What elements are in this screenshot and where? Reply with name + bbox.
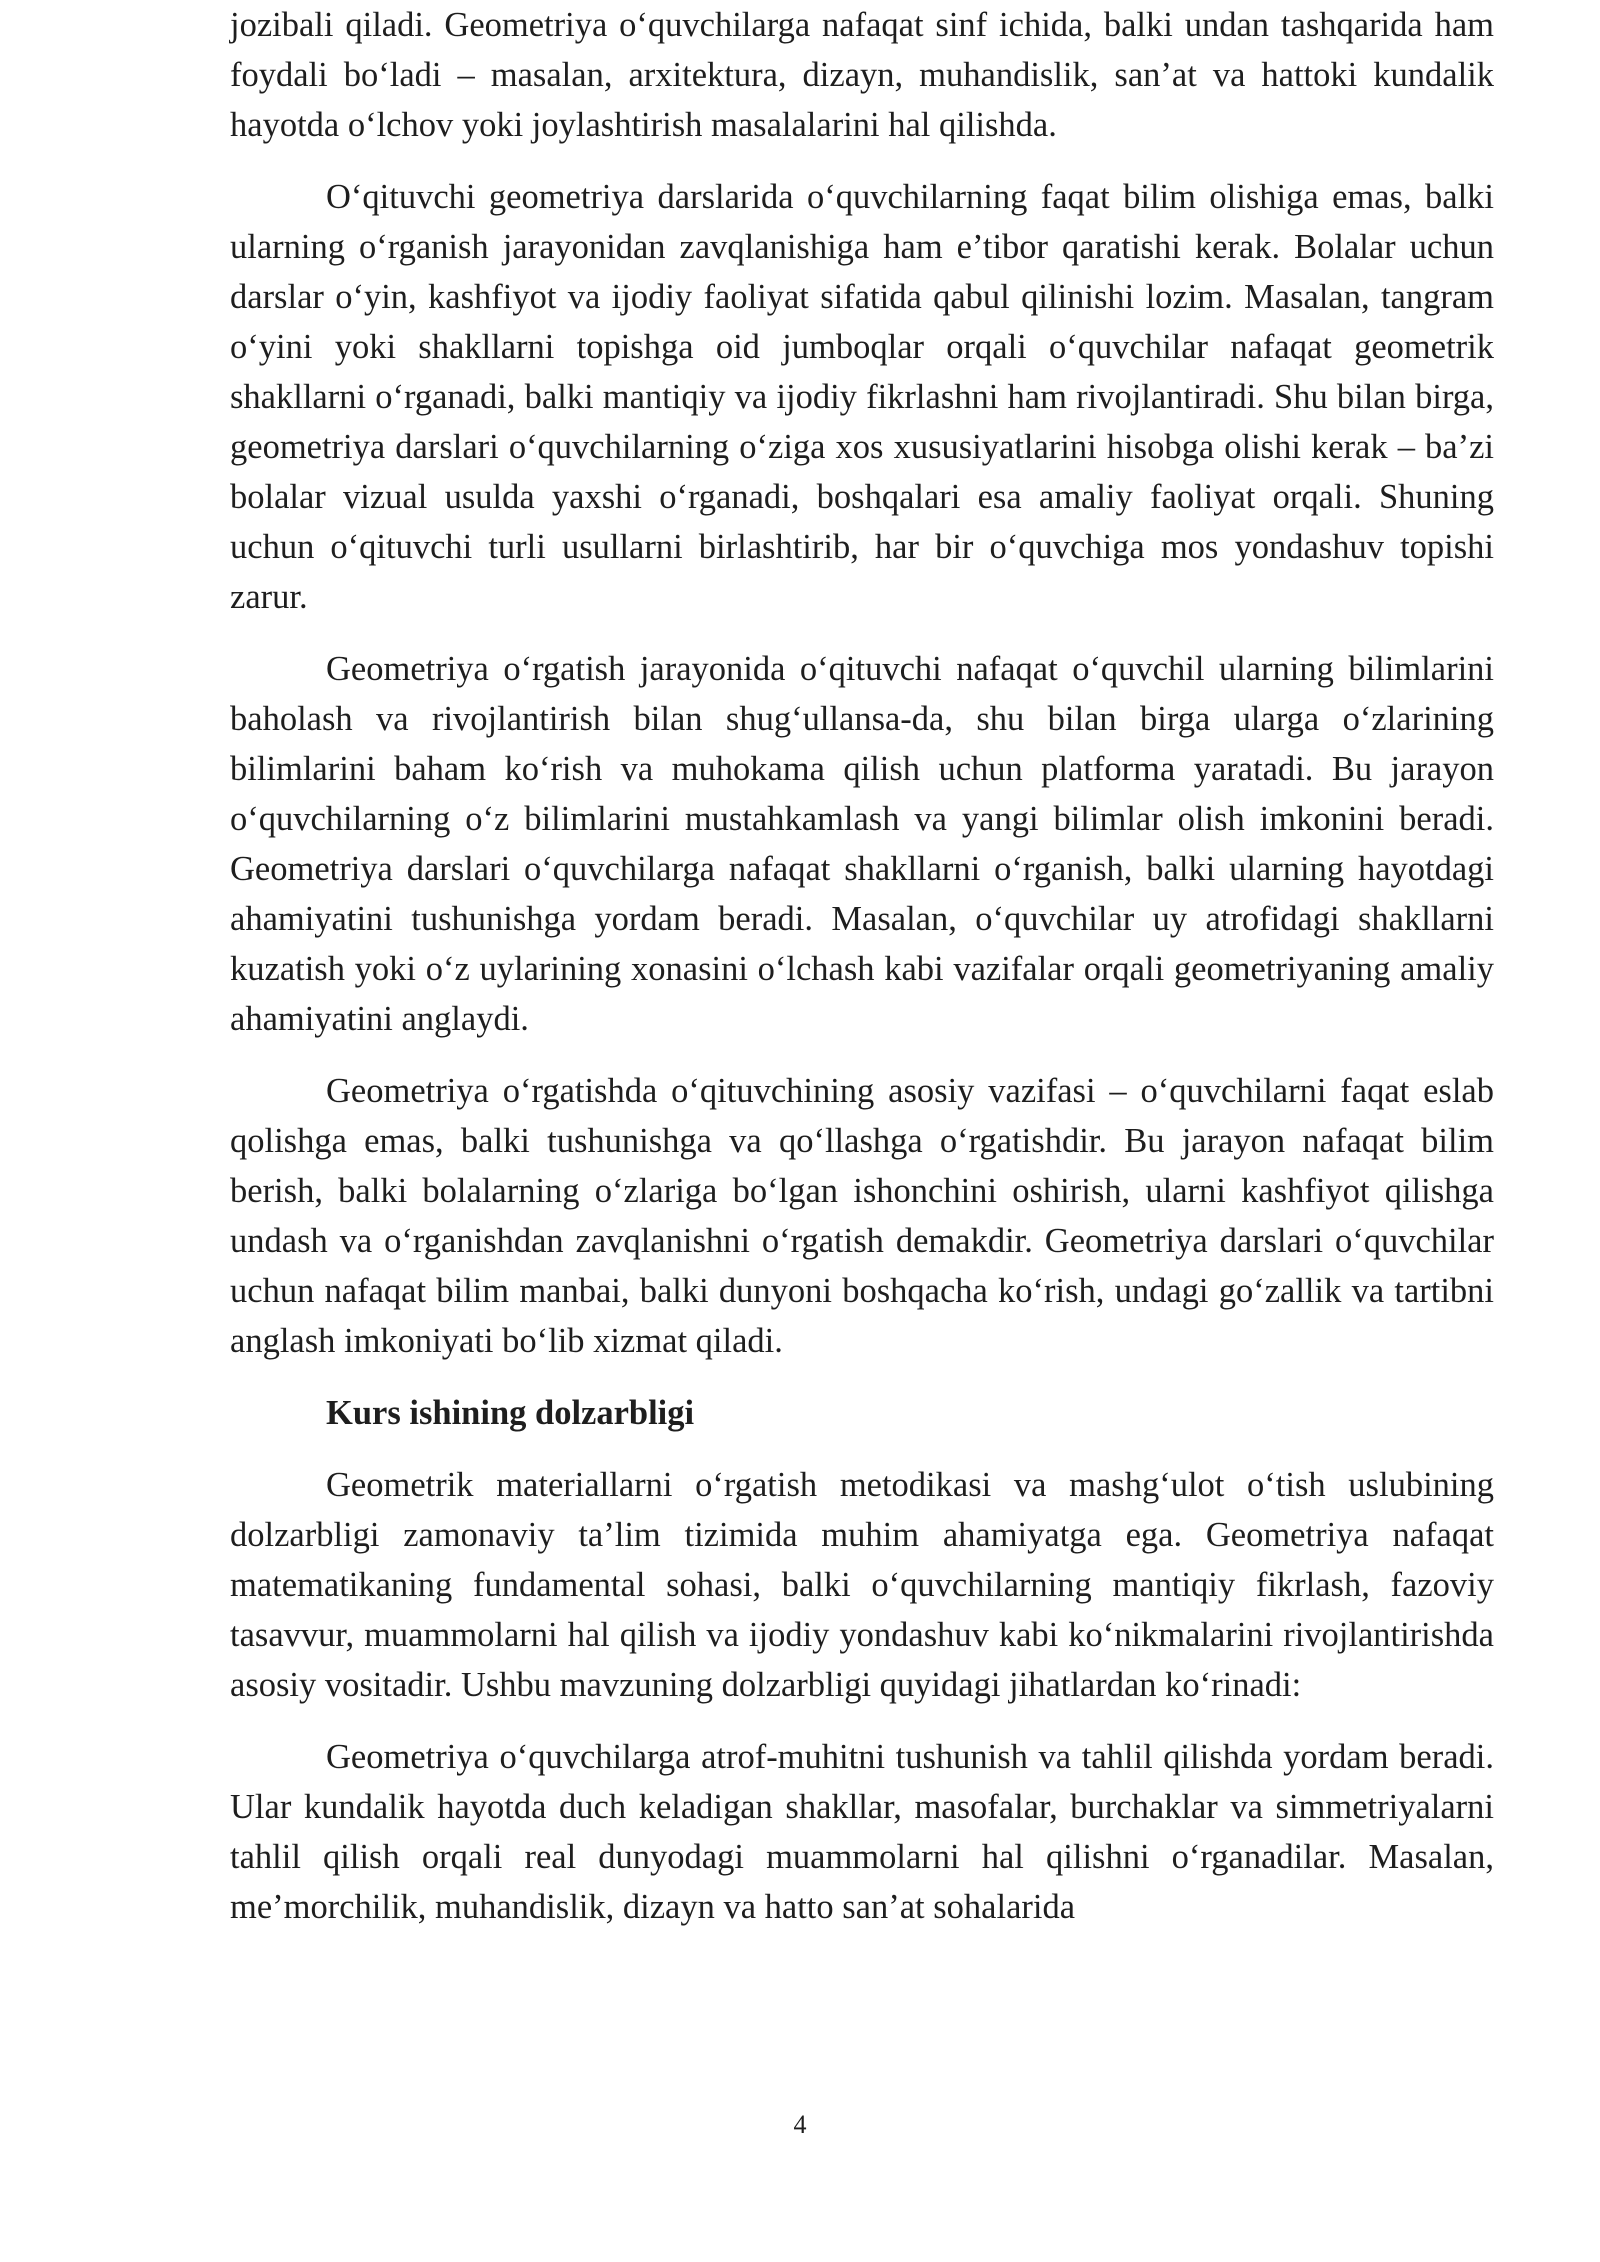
- section-heading: Kurs ishining dolzarbligi: [326, 1394, 695, 1432]
- page-number: 4: [793, 2110, 807, 2139]
- paragraph-continuation: jozibali qiladi. Geometriya o‘quvchilarga nafaqat sinf ichida, balki undan tashqarida ham foydali bo‘ladi – masalan, arxitektura, dizayn, muhandislik, san’at va hattoki kundalik hayotda o‘lchov yoki joylashtirish masalalarini hal qilishda.: [230, 6, 1494, 144]
- paragraph-main-task: Geometriya o‘rgatishda o‘qituvchining asosiy vazifasi – o‘quvchilarni faqat eslab qolishga emas, balki tushunishga va qo‘llashga o‘rgatishdir. Bu jarayon nafaqat bilim berish, balki bolalarning o‘zlariga bo‘lgan ishonchini oshirish, ularni kashfiyot qilishga undash va o‘rganishdan zavqlanishni o‘rgatish demakdir. Geometriya darslari o‘quvchilar uchun nafaqat bilim manbai, balki dunyoni boshqacha ko‘rish, undagi go‘zallik va tartibni anglash imkoniyati bo‘lib xizmat qiladi.: [230, 1072, 1494, 1360]
- paragraph-teaching-process: Geometriya o‘rgatish jarayonida o‘qituvchi nafaqat o‘quvchil ularning bilimlarini baholash va rivojlantirish bilan shug‘ullansa-da, shu bilan birga ularga o‘zlarining bilimlarini baham ko‘rish va muhokama qilish uchun platforma yaratadi. Bu jarayon o‘quvchilarning o‘z bilimlarini mustahkamlash va yangi bilimlar olish imkonini beradi. Geometriya darslari o‘quvchilarga nafaqat shakllarni o‘rganish, balki ularning hayotdagi ahamiyatini tushunishga yordam beradi. Masalan, o‘quvchilar uy atrofidagi shakllarni kuzatish yoki o‘z uylarining xonasini o‘lchash kabi vazifalar orqali geometriyaning amaliy ahamiyatini anglaydi.: [230, 650, 1494, 1038]
- paragraph-relevance: Geometrik materiallarni o‘rgatish metodikasi va mashg‘ulot o‘tish uslubining dolzarbligi zamonaviy ta’lim tizimida muhim ahamiyatga ega. Geometriya nafaqat matematikaning fundamental sohasi, balki o‘quvchilarning mantiqiy fikrlash, fazoviy tasavvur, muammolarni hal qilish va ijodiy yondashuv kabi ko‘nikmalarini rivojlantirishda asosiy vositadir. Ushbu mavzuning dolzarbligi quyidagi jihatlardan ko‘rinadi:: [230, 1466, 1494, 1704]
- document-page: [230, 0, 1494, 1954]
- paragraph-teacher-attention: O‘qituvchi geometriya darslarida o‘quvchilarning faqat bilim olishiga emas, balki ularning o‘rganish jarayonidan zavqlanishiga ham e’tibor qaratishi kerak. Bolalar uchun darslar o‘yin, kashfiyot va ijodiy faoliyat sifatida qabul qilinishi lozim. Masalan, tangram o‘yini yoki shakllarni topishga oid jumboqlar orqali o‘quvchilar nafaqat geometrik shakllarni o‘rganadi, balki mantiqiy va ijodiy fikrlashni ham rivojlantiradi. Shu bilan birga, geometriya darslari o‘quvchilarning o‘ziga xos xususiyatlarini hisobga olishi kerak – ba’zi bolalar vizual usulda yaxshi o‘rganadi, boshqalari esa amaliy faoliyat orqali. Shuning uchun o‘qituvchi turli usullarni birlashtirib, har bir o‘quvchiga mos yondashuv topishi zarur.: [230, 178, 1494, 616]
- paragraph-environment: Geometriya o‘quvchilarga atrof-muhitni tushunish va tahlil qilishda yordam beradi. Ular kundalik hayotda duch keladigan shakllar, masofalar, burchaklar va simmetriyalarni tahlil qilish orqali real dunyodagi muammolarni hal qilishni o‘rganadilar. Masalan, me’morchilik, muhandislik, dizayn va hatto san’at sohalarida: [230, 1738, 1494, 1926]
